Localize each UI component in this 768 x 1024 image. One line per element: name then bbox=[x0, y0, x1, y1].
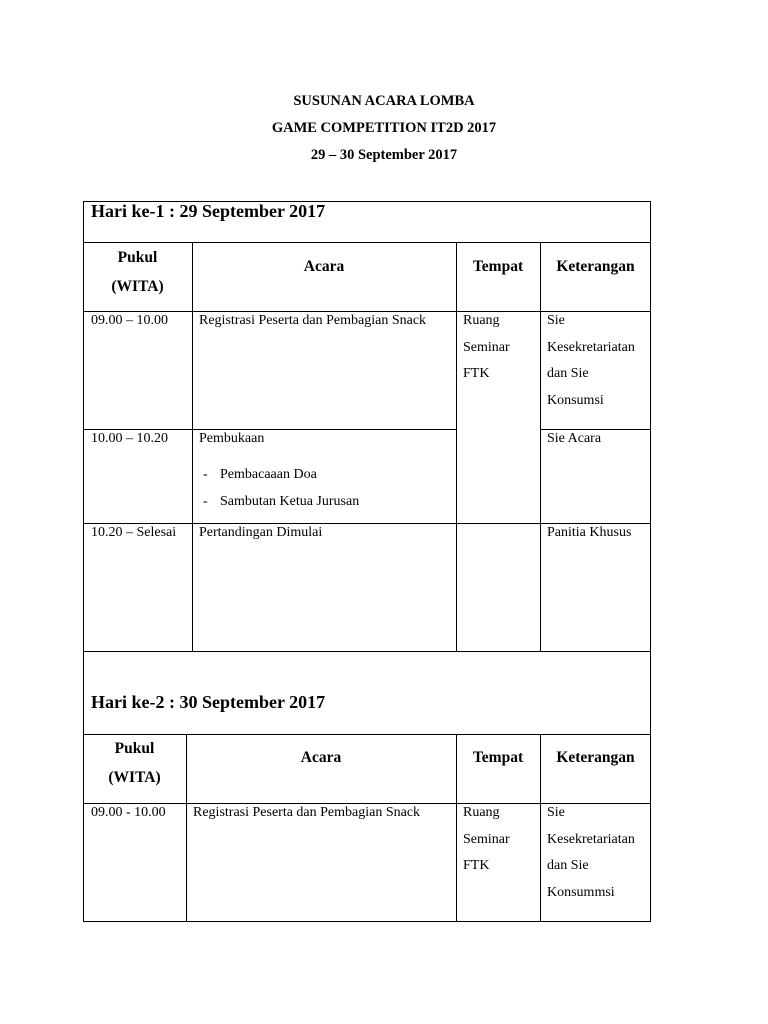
tempat-line: FTK bbox=[463, 366, 490, 381]
day1-col-divider-2 bbox=[456, 242, 457, 652]
keterangan-line: Konsumsi bbox=[547, 392, 604, 408]
keterangan-line: dan Sie bbox=[547, 366, 589, 381]
day2-header-tempat: Tempat bbox=[472, 749, 524, 766]
day1-header-keterangan: Keterangan bbox=[556, 258, 635, 275]
keterangan-line: Konsummsi bbox=[547, 884, 615, 900]
day1-row3-acara: Pertandingan Dimulai bbox=[199, 525, 323, 540]
keterangan-line: Sie bbox=[547, 313, 565, 328]
day1-end-divider bbox=[83, 651, 651, 652]
keterangan-line: Kesekretariatan bbox=[547, 831, 635, 847]
keterangan-line: Sie Acara bbox=[547, 431, 602, 446]
day2-title: Hari ke-2 : 30 September 2017 bbox=[91, 692, 326, 712]
day1-header-tempat: Tempat bbox=[472, 258, 524, 275]
tempat-line: Seminar bbox=[463, 831, 510, 847]
day1-col-divider-1 bbox=[192, 242, 193, 652]
day2-row1-acara: Registrasi Peserta dan Pembagian Snack bbox=[193, 805, 421, 820]
tempat-line: FTK bbox=[463, 858, 490, 873]
bullet-marker: - bbox=[203, 467, 208, 482]
header-pukul-line2: (WITA) bbox=[111, 278, 164, 295]
day1-row2-time: 10.00 – 10.20 bbox=[91, 431, 168, 446]
header-pukul-line1: Pukul bbox=[117, 249, 158, 266]
day1-row2-keterangan bbox=[547, 426, 601, 453]
day1-row3-keterangan bbox=[547, 520, 631, 547]
day1-row3-time: 10.20 – Selesai bbox=[91, 525, 177, 540]
day2-row1-keterangan bbox=[547, 800, 635, 906]
day2-header-keterangan: Keterangan bbox=[556, 749, 635, 766]
day1-header-acara: Acara bbox=[303, 258, 345, 275]
tempat-line: Ruang bbox=[463, 805, 500, 820]
document-title-line2: GAME COMPETITION IT2D 2017 bbox=[271, 120, 497, 136]
day1-row1-keterangan bbox=[547, 308, 635, 414]
day2-row1-time: 09.00 - 10.00 bbox=[91, 805, 166, 820]
keterangan-line: Sie bbox=[547, 805, 565, 820]
document-title-line1: SUSUNAN ACARA LOMBA bbox=[293, 93, 475, 109]
day1-row2-subitem-1: Pembacaaan Doa bbox=[220, 467, 317, 482]
day1-row1-acara: Registrasi Peserta dan Pembagian Snack bbox=[199, 313, 427, 328]
day1-header-pukul bbox=[83, 243, 192, 301]
day2-row1-tempat bbox=[463, 800, 510, 880]
keterangan-line: Kesekretariatan bbox=[547, 339, 635, 355]
keterangan-line: Panitia Khusus bbox=[547, 525, 632, 540]
day1-tempat bbox=[463, 308, 510, 388]
tempat-line: Ruang bbox=[463, 313, 500, 328]
document-title-line3: 29 – 30 September 2017 bbox=[310, 147, 458, 163]
header-pukul-line1: Pukul bbox=[114, 740, 155, 757]
header-pukul-line2: (WITA) bbox=[108, 769, 161, 786]
day1-row2-subitem-2: Sambutan Ketua Jurusan bbox=[220, 494, 360, 509]
day1-row1-time: 09.00 – 10.00 bbox=[91, 313, 168, 328]
tempat-line: Seminar bbox=[463, 339, 510, 355]
day1-row2-acara: Pembukaan bbox=[199, 431, 265, 446]
day1-title: Hari ke-1 : 29 September 2017 bbox=[91, 201, 326, 221]
day1-col-divider-3 bbox=[540, 242, 541, 652]
bullet-marker: - bbox=[203, 494, 208, 509]
day2-header-pukul bbox=[83, 734, 186, 792]
day2-header-acara: Acara bbox=[300, 749, 342, 766]
keterangan-line: dan Sie bbox=[547, 858, 589, 873]
